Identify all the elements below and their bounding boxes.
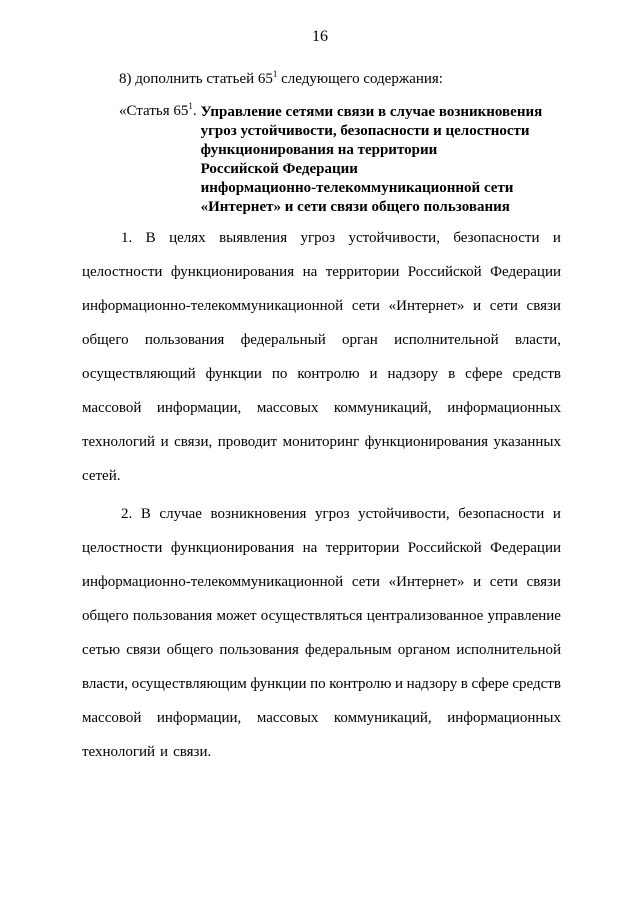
article-label	[119, 103, 197, 120]
paragraph-line	[82, 674, 561, 708]
word: и	[160, 744, 169, 760]
word: контролю	[297, 366, 360, 382]
word: и	[160, 434, 169, 450]
paragraph-line	[82, 296, 561, 330]
word: целостности	[82, 540, 163, 556]
word: может	[216, 608, 257, 624]
article-title-line: функционирования на территории	[200, 142, 438, 158]
word: «Интернет»	[388, 574, 465, 590]
paragraph-line	[82, 228, 561, 262]
word: контролю	[329, 676, 392, 692]
article-label-text: «Статья 65	[119, 103, 189, 119]
paragraph-line	[82, 538, 561, 572]
word: и	[369, 366, 378, 382]
word: пользования	[219, 642, 299, 658]
word: и	[395, 676, 404, 692]
word: Федерации	[490, 264, 561, 280]
intro-superscript: 1	[272, 69, 278, 79]
paragraph-line	[82, 432, 561, 466]
word: территории	[325, 540, 400, 556]
word: устойчивости,	[348, 230, 440, 246]
article-title-line: Российской Федерации	[200, 161, 358, 177]
word: информационных	[447, 400, 561, 416]
word: функции	[205, 366, 262, 382]
word: осуществляющий	[82, 366, 196, 382]
word: Федерации	[490, 540, 561, 556]
word: надзору	[406, 676, 458, 692]
word: безопасности	[453, 230, 540, 246]
word: сети	[489, 298, 518, 314]
word: общего	[166, 642, 214, 658]
paragraph-line	[82, 330, 561, 364]
word: и	[552, 230, 561, 246]
word: массовых	[256, 400, 319, 416]
word: по	[271, 366, 288, 382]
article-title-line: информационно-телекоммуникационной сети	[200, 180, 514, 196]
word: функционирования	[364, 434, 489, 450]
word: 1.	[121, 230, 133, 246]
word: угроз	[300, 230, 336, 246]
word: возникновения	[210, 506, 307, 522]
word: в	[460, 676, 468, 692]
word: сетью	[82, 642, 121, 658]
word: на	[302, 264, 318, 280]
word: указанных	[493, 434, 561, 450]
word: сфере	[465, 366, 503, 382]
word: органом	[397, 642, 451, 658]
word: технологий	[82, 434, 156, 450]
word: сети	[351, 298, 380, 314]
paragraph-line	[82, 572, 561, 606]
paragraph-line	[82, 708, 561, 742]
word: связи	[526, 574, 561, 590]
word: управление	[487, 608, 561, 624]
word: исполнительной	[456, 642, 561, 658]
word: и	[552, 506, 561, 522]
paragraph-1	[82, 228, 561, 500]
word: выявления	[219, 230, 288, 246]
word: средств	[512, 676, 561, 692]
word: связи	[126, 642, 161, 658]
word: власти,	[514, 332, 561, 348]
word: и	[473, 574, 482, 590]
word: общего	[82, 332, 129, 348]
word: централизованное	[366, 608, 484, 624]
word: безопасности	[458, 506, 545, 522]
word: пользования	[144, 332, 225, 348]
paragraph-line	[82, 466, 561, 500]
word: на	[302, 540, 318, 556]
intro-text-before: 8) дополнить статьей 65	[119, 71, 273, 87]
word: пользования	[132, 608, 213, 624]
word: исполнительной	[394, 332, 499, 348]
word: информационно-телекоммуникационной	[82, 574, 344, 590]
word: Российской	[407, 540, 482, 556]
word: Российской	[407, 264, 482, 280]
word: сфере	[471, 676, 509, 692]
word: массовой	[82, 400, 142, 416]
word: массовых	[256, 710, 319, 726]
word: средств	[512, 366, 561, 382]
word: осуществляться	[260, 608, 363, 624]
word: территории	[325, 264, 400, 280]
paragraph-line	[82, 742, 561, 776]
word: В	[140, 506, 151, 522]
word: связи,	[174, 434, 213, 450]
word: информации,	[156, 710, 242, 726]
paragraph-line	[82, 364, 561, 398]
word: по	[310, 676, 326, 692]
word: случае	[159, 506, 202, 522]
word: власти,	[82, 676, 129, 692]
word: функционирования	[170, 540, 295, 556]
word: сетей.	[82, 468, 121, 484]
paragraph-line	[82, 398, 561, 432]
word: коммуникаций,	[333, 400, 432, 416]
word: угроз	[314, 506, 350, 522]
amendment-intro	[119, 71, 443, 88]
word: коммуникаций,	[333, 710, 432, 726]
word: федеральным	[304, 642, 392, 658]
word: устойчивости,	[358, 506, 450, 522]
word: сети	[489, 574, 518, 590]
word: осуществляющим	[131, 676, 247, 692]
article-title	[201, 103, 543, 217]
word: 2.	[121, 506, 133, 522]
word: технологий	[82, 744, 156, 760]
word: «Интернет»	[388, 298, 465, 314]
word: целях	[169, 230, 206, 246]
article-label-superscript: 1	[188, 101, 193, 111]
article-title-line: Управление сетями связи в случае возникновения	[200, 104, 543, 120]
word: мониторинг	[282, 434, 360, 450]
paragraph-line	[82, 606, 561, 640]
word: информационных	[447, 710, 561, 726]
intro-text-after: следующего содержания:	[277, 71, 443, 87]
word: федеральный	[240, 332, 326, 348]
word: функционирования	[170, 264, 295, 280]
paragraph-line	[82, 504, 561, 538]
word: в	[448, 366, 456, 382]
paragraph-2	[82, 504, 561, 776]
word: связи.	[173, 744, 212, 760]
word: общего	[82, 608, 129, 624]
paragraph-line	[82, 640, 561, 674]
word: орган	[342, 332, 378, 348]
word: информации,	[156, 400, 242, 416]
article-label-period: .	[192, 103, 197, 119]
word: надзору	[387, 366, 439, 382]
article-title-line: «Интернет» и сети связи общего пользования	[200, 199, 510, 215]
article-heading	[119, 103, 542, 217]
word: функции	[250, 676, 307, 692]
word: проводит	[217, 434, 278, 450]
page-number: 16	[312, 28, 328, 45]
word: сети	[351, 574, 380, 590]
word: и	[473, 298, 482, 314]
article-title-line: угроз устойчивости, безопасности и целостности	[200, 123, 530, 139]
word: информационно-телекоммуникационной	[82, 298, 344, 314]
word: целостности	[82, 264, 163, 280]
word: массовой	[82, 710, 142, 726]
word: В	[145, 230, 156, 246]
word: связи	[526, 298, 561, 314]
paragraph-line	[82, 262, 561, 296]
